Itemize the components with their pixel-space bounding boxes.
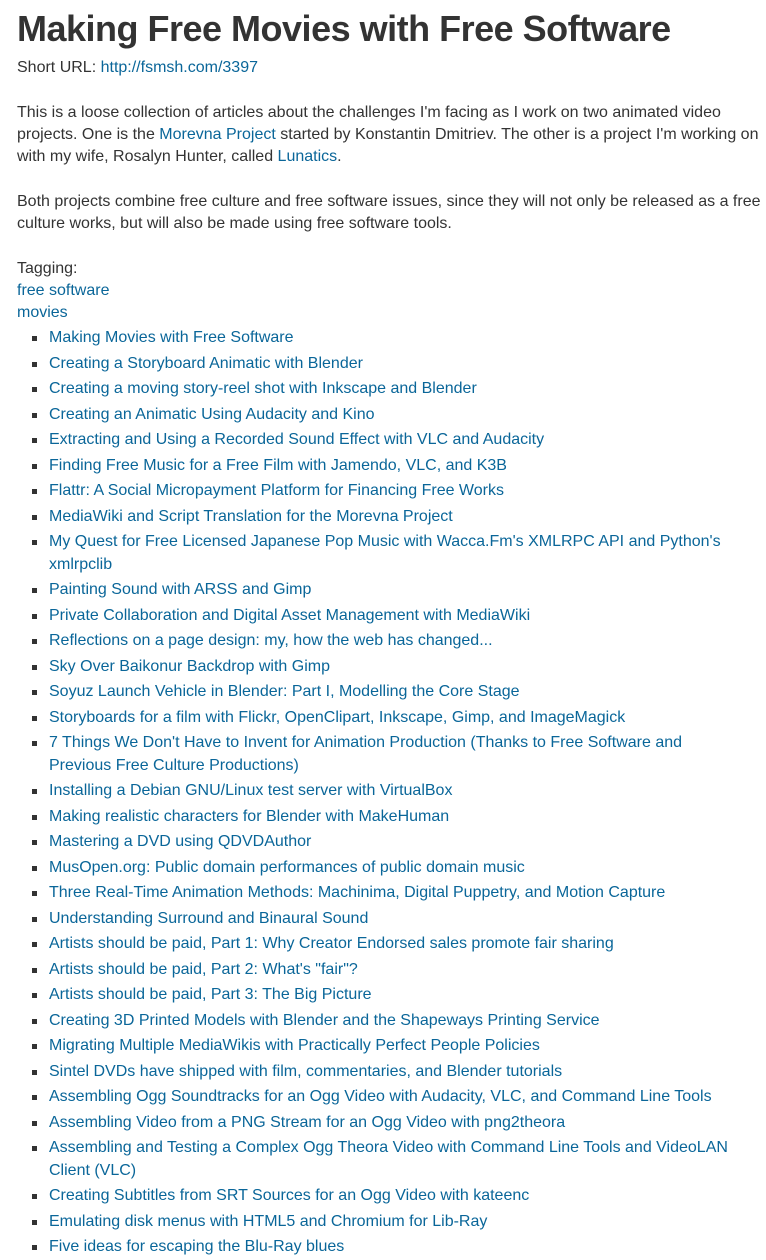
list-item — [49, 506, 749, 529]
list-item — [49, 327, 749, 350]
list-item — [49, 908, 749, 931]
article-link[interactable]: Making realistic characters for Blender with MakeHuman — [49, 807, 450, 825]
list-item — [49, 831, 749, 854]
list-item — [49, 1211, 749, 1234]
article-link[interactable]: MusOpen.org: Public domain performances of public domain music — [49, 858, 525, 876]
list-item — [49, 480, 749, 503]
list-item — [49, 1061, 749, 1084]
article-link[interactable]: Migrating Multiple MediaWikis with Practically Perfect People Policies — [49, 1037, 540, 1054]
list-item — [49, 959, 749, 982]
tagging-label: Tagging: — [17, 260, 78, 277]
list-item — [49, 404, 749, 427]
list-item — [49, 630, 749, 653]
article-link[interactable]: Sintel DVDs have shipped with film, commentaries, and Blender tutorials — [49, 1062, 563, 1080]
article-link[interactable]: Painting Sound with ARSS and Gimp — [49, 581, 312, 598]
article-link[interactable]: Artists should be paid, Part 1: Why Creator Endorsed sales promote fair sharing — [49, 935, 614, 952]
article-link[interactable]: Storyboards for a film with Flickr, OpenClipart, Inkscape, Gimp, and ImageMagick — [49, 708, 626, 726]
list-item — [49, 353, 749, 376]
article-link[interactable]: Mastering a DVD using QDVDAuthor — [49, 833, 312, 850]
list-item — [49, 605, 749, 628]
list-item — [49, 429, 749, 452]
article-link[interactable]: Understanding Surround and Binaural Sound — [49, 909, 369, 927]
article-link[interactable]: Making Movies with Free Software — [49, 329, 294, 346]
intro-text-3: . — [337, 148, 342, 165]
article-link[interactable]: Five ideas for escaping the Blu-Ray blues — [49, 1238, 345, 1255]
article-link[interactable]: Private Collaboration and Digital Asset Management with MediaWiki — [49, 606, 531, 624]
short-url-link[interactable]: http://fsmsh.com/3397 — [100, 59, 258, 76]
list-item — [49, 857, 749, 880]
list-item — [49, 882, 749, 905]
list-item — [49, 1035, 749, 1058]
list-item — [49, 1010, 749, 1033]
list-item — [49, 531, 749, 576]
list-item — [49, 455, 749, 478]
article-link[interactable]: Three Real-Time Animation Methods: Machinima, Digital Puppetry, and Motion Capture — [49, 884, 666, 901]
article-link[interactable]: My Quest for Free Licensed Japanese Pop Music with Wacca.Fm's XMLRPC API and Python's xmlrpclib — [49, 533, 721, 573]
tag-movies-link[interactable]: movies — [17, 304, 68, 321]
list-item — [49, 1112, 749, 1135]
article-link[interactable]: Flattr: A Social Micropayment Platform for Financing Free Works — [49, 482, 504, 499]
list-item — [49, 1185, 749, 1208]
article-link[interactable]: Extracting and Using a Recorded Sound Effect with VLC and Audacity — [49, 431, 545, 448]
article-list — [17, 327, 749, 1259]
list-item — [49, 707, 749, 730]
article-link[interactable]: Assembling and Testing a Complex Ogg Theora Video with Command Line Tools and VideoLAN Client (VLC) — [49, 1139, 728, 1179]
article-link[interactable]: Artists should be paid, Part 2: What's "fair"? — [49, 960, 358, 978]
list-item — [49, 579, 749, 602]
list-item — [49, 378, 749, 401]
article-link[interactable]: Soyuz Launch Vehicle in Blender: Part I, Modelling the Core Stage — [49, 683, 520, 700]
article-link[interactable]: Reflections on a page design: my, how the web has changed... — [49, 632, 493, 649]
article-link[interactable]: MediaWiki and Script Translation for the Morevna Project — [49, 507, 453, 525]
list-item — [49, 933, 749, 956]
tag-free-software-link[interactable]: free software — [17, 282, 110, 299]
short-url-row — [17, 57, 749, 79]
list-item — [49, 732, 749, 777]
article-link[interactable]: Sky Over Baikonur Backdrop with Gimp — [49, 657, 330, 675]
article-link[interactable]: Finding Free Music for a Free Film with Jamendo, VLC, and K3B — [49, 456, 507, 474]
list-item — [49, 656, 749, 679]
short-url-label: Short URL: — [17, 59, 97, 76]
article-link[interactable]: Installing a Debian GNU/Linux test server with VirtualBox — [49, 782, 453, 799]
list-item — [49, 1236, 749, 1259]
list-item — [49, 1086, 749, 1109]
list-item — [49, 984, 749, 1007]
list-item — [49, 1137, 749, 1182]
list-item — [49, 806, 749, 829]
list-item — [49, 780, 749, 803]
intro-text-2: started by Konstantin Dmitriev. The other is a project I'm working on with my wife, Rosalyn Hunter, called — [17, 126, 759, 165]
intro-paragraph-1 — [17, 102, 762, 168]
article-link[interactable]: Artists should be paid, Part 3: The Big Picture — [49, 986, 372, 1003]
list-item — [49, 681, 749, 704]
article-page — [0, 8, 761, 1259]
article-link[interactable]: Assembling Ogg Soundtracks for an Ogg Video with Audacity, VLC, and Command Line Tools — [49, 1088, 712, 1105]
article-link[interactable]: Creating an Animatic Using Audacity and Kino — [49, 405, 375, 423]
article-link[interactable]: 7 Things We Don't Have to Invent for Animation Production (Thanks to Free Software and Previous Free Culture Productions) — [49, 734, 683, 774]
article-link[interactable]: Creating a moving story-reel shot with Inkscape and Blender — [49, 380, 477, 397]
intro-paragraph-2: Both projects combine free culture and free software issues, since they will not only be released as a free culture works, but will also be made using free software tools. — [17, 193, 761, 232]
article-link[interactable]: Creating 3D Printed Models with Blender and the Shapeways Printing Service — [49, 1011, 600, 1029]
article-link[interactable]: Assembling Video from a PNG Stream for an Ogg Video with png2theora — [49, 1113, 566, 1131]
article-link[interactable]: Emulating disk menus with HTML5 and Chromium for Lib-Ray — [49, 1212, 488, 1230]
article-link[interactable]: Creating a Storyboard Animatic with Blender — [49, 354, 363, 372]
intro-text-1: This is a loose collection of articles about the challenges I'm facing as I work on two animated video projects. One is the — [17, 104, 721, 143]
morevna-project-link[interactable]: Morevna Project — [159, 126, 276, 143]
page-title: Making Free Movies with Free Software — [17, 8, 671, 49]
tag-list — [17, 280, 749, 324]
article-link[interactable]: Creating Subtitles from SRT Sources for an Ogg Video with kateenc — [49, 1187, 530, 1204]
lunatics-link[interactable]: Lunatics — [277, 148, 338, 165]
